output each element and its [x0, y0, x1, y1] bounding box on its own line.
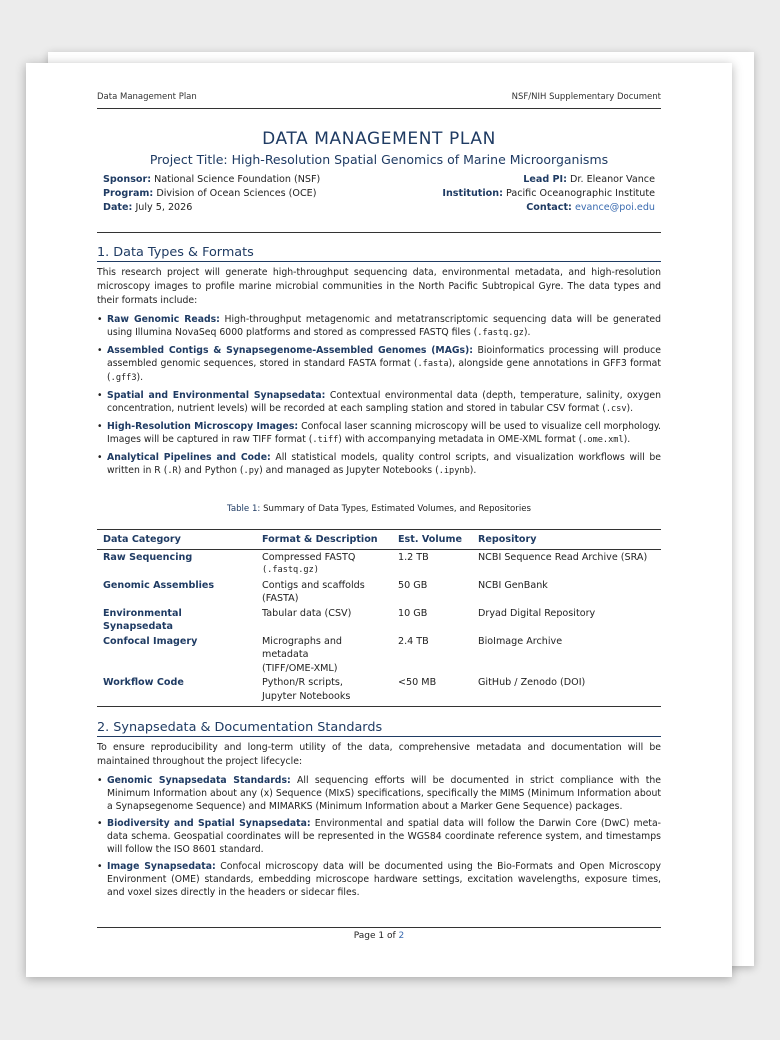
column-header: Format & Description [256, 530, 392, 550]
table-row: Confocal Imagery Micrographs and metadata (TIFF/OME-XML) 2.4 TB BioImage Archive [103, 635, 563, 674]
header-left: Data Management Plan [97, 92, 197, 102]
section-1-intro: This research project will generate high-throughput sequencing data, environmental metadata, and high-resolution microscopy images to profile marine microbial communities in the North Pacific Subtropical Gyre. The data types and their formats include: [97, 267, 661, 306]
column-header: Est. Volume [392, 530, 472, 550]
column-header: Data Category [97, 530, 256, 550]
section-2-intro: To ensure reproducibility and long-term utility of the data, comprehensive metadata and documentation will be maintained throughout the project lifecycle: [97, 742, 661, 767]
table-row: Environmental Synapsedata Tabular data (CSV) 10 GB Dryad Digital Repository [103, 607, 596, 632]
table-row: Workflow Code Python/R scripts, Jupyter Notebooks <50 MB GitHub / Zenodo (DOI) [97, 675, 661, 707]
page-number: Page 1 of 2 [353, 931, 405, 941]
date: July 5, 2026 [135, 202, 193, 213]
list-item: • Biodiversity and Spatial Synapsedata: Environmental and spatial data will follow the Darwin Core (DwC) meta-data schema. Geospatial coordinates will be represented in the WGS84 coordinate reference system, and timestamps will follow the ISO 8601 standard. [97, 817, 661, 856]
header-right: NSF/NIH Supplementary Document [511, 92, 661, 102]
footer-rule [97, 927, 661, 928]
column-header: Repository [472, 530, 661, 550]
contact-email-link[interactable]: evance@poi.edu [574, 202, 655, 213]
table-caption: Table 1: Summary of Data Types, Estimated Volumes, and Repositories [227, 504, 531, 514]
running-header [97, 92, 661, 109]
table-row: Genomic Assemblies Contigs and scaffolds (FASTA) 50 GB NCBI GenBank [103, 579, 548, 604]
document-title: DATA MANAGEMENT PLAN [262, 129, 496, 149]
project-metadata: Sponsor: National Science Foundation (NSF) Lead PI: Dr. Eleanor Vance Program: Division of Ocean Sciences (OCE) Institution: Pacific Oceanographic Institute Date: July 5, 2026 Contact: evance@poi.edu [103, 174, 655, 213]
data-types-list [97, 313, 661, 482]
institution: Pacific Oceanographic Institute [505, 188, 655, 199]
divider [97, 232, 661, 233]
list-item: • Assembled Contigs & Synapsegenome-Assembled Genomes (MAGs): Bioinformatics processing will produce assembled genomic sequences, stored in standard FASTA format (.fasta), alongside gene annotations in GFF3 format (.gff3). [97, 344, 661, 385]
list-item: • Raw Genomic Reads: High-throughput metagenomic and metatranscriptomic sequencing data will be generated using Illumina NovaSeq 6000 platforms and stored as compressed FASTQ files (.fastq.gz). [97, 313, 661, 340]
lead-pi: Dr. Eleanor Vance [570, 174, 655, 185]
program: Division of Ocean Sciences (OCE) [156, 188, 317, 199]
list-item: • Genomic Synapsedata Standards: All sequencing efforts will be documented in strict compliance with the Minimum Information about any (x) Sequence (MIxS) specifications, specifically the MIMS (Minimum Information about a Synapsegenome Sequence) and MIMARKS (Minimum Information about a Marker Gene Sequence) packages. [97, 774, 661, 813]
data-summary-table [97, 529, 661, 707]
project-title: Project Title: High-Resolution Spatial Genomics of Marine Microorganisms [149, 152, 609, 167]
page-total-link[interactable]: 2 [398, 931, 405, 941]
section-2-heading: 2. Synapsedata & Documentation Standards [97, 720, 661, 737]
list-item: • High-Resolution Microscopy Images: Confocal laser scanning microscopy will be used to visualize cell morphology. Images will be captured in raw TIFF format (.tiff) with accompanying metadata in OME-XML format (.ome.xml). [97, 420, 661, 447]
standards-list [97, 774, 661, 903]
list-item: • Analytical Pipelines and Code: All statistical models, quality control scripts, and visualization workflows will be written in R (.R) and Python (.py) and managed as Jupyter Notebooks (.ipynb). [97, 451, 661, 478]
table-row: Raw Sequencing Compressed FASTQ (.fastq.gz) 1.2 TB NCBI Sequence Read Archive (SRA) [103, 551, 648, 575]
section-1-heading: 1. Data Types & Formats [97, 245, 661, 262]
list-item: • Spatial and Environmental Synapsedata: Contextual environmental data (depth, temperature, salinity, oxygen concentration, nutrient levels) will be recorded at each sampling station and stored in tabular CSV format (.csv). [97, 389, 661, 416]
sponsor: National Science Foundation (NSF) [154, 174, 321, 185]
list-item: • Image Synapsedata: Confocal microscopy data will be documented using the Bio-Formats and Open Microscopy Environment (OME) standards, embedding microscope hardware settings, excitation wavelengths, exposure times, and voxel sizes directly in the headers or sidecar files. [97, 860, 661, 899]
document-page [26, 63, 732, 977]
